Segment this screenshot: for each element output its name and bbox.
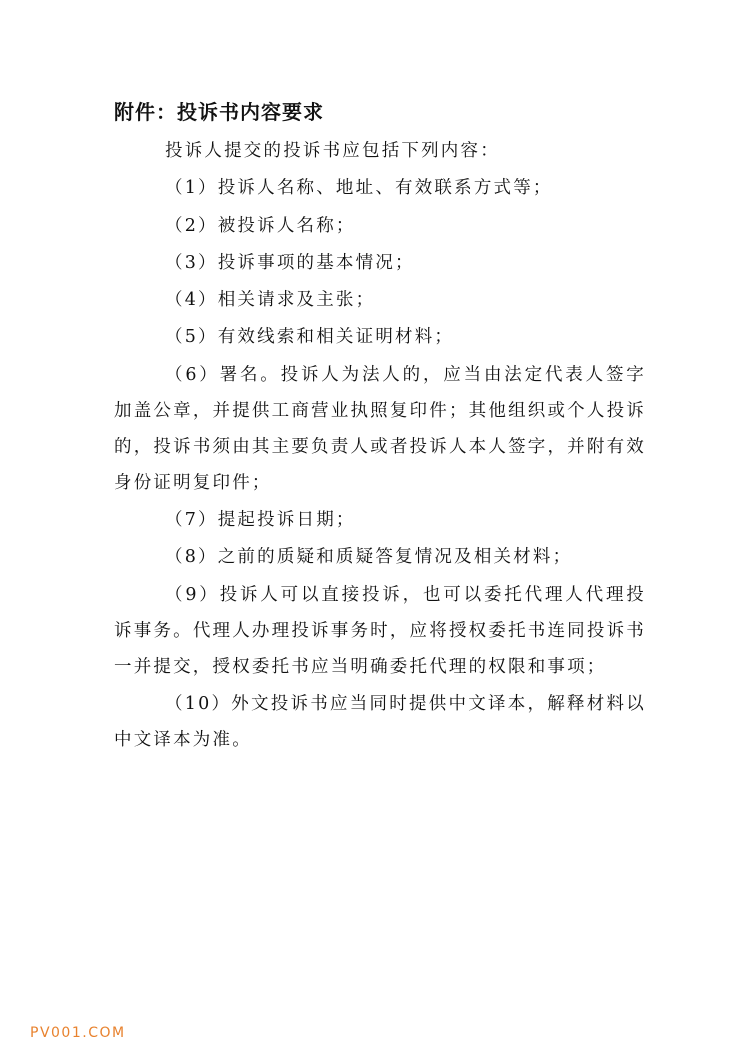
requirement-item-8: （8）之前的质疑和质疑答复情况及相关材料； [165, 547, 573, 568]
requirement-item-3: （3）投诉事项的基本情况； [165, 252, 415, 273]
requirement-item-6: （6）署名。投诉人为法人的，应当由法定代表人签字加盖公章，并提供工商营业执照复印件；其他组织或个人投诉的，投诉书须由其主要负责人或者投诉人本人签字，并附有效身份证明复印件； [114, 364, 646, 493]
document-body [114, 96, 646, 759]
requirement-item-10: （10）外文投诉书应当同时提供中文译本，解释材料以中文译本为准。 [114, 693, 646, 750]
requirement-item-1: （1）投诉人名称、地址、有效联系方式等； [165, 178, 553, 199]
requirement-item-7: （7）提起投诉日期； [165, 510, 356, 531]
document-title: 附件：投诉书内容要求 [114, 100, 324, 124]
requirement-item-9: （9）投诉人可以直接投诉，也可以委托代理人代理投诉事务。代理人办理投诉事务时，应将授权委托书连同投诉书一并提交，授权委托书应当明确委托代理的权限和事项； [114, 584, 646, 677]
requirement-item-5: （5）有效线索和相关证明材料； [165, 327, 455, 348]
requirement-item-4: （4）相关请求及主张； [165, 290, 376, 311]
intro-paragraph: 投诉人提交的投诉书应包括下列内容： [165, 141, 500, 161]
requirement-item-2: （2）被投诉人名称； [165, 215, 356, 236]
watermark-text: PV001.COM [30, 1025, 126, 1041]
